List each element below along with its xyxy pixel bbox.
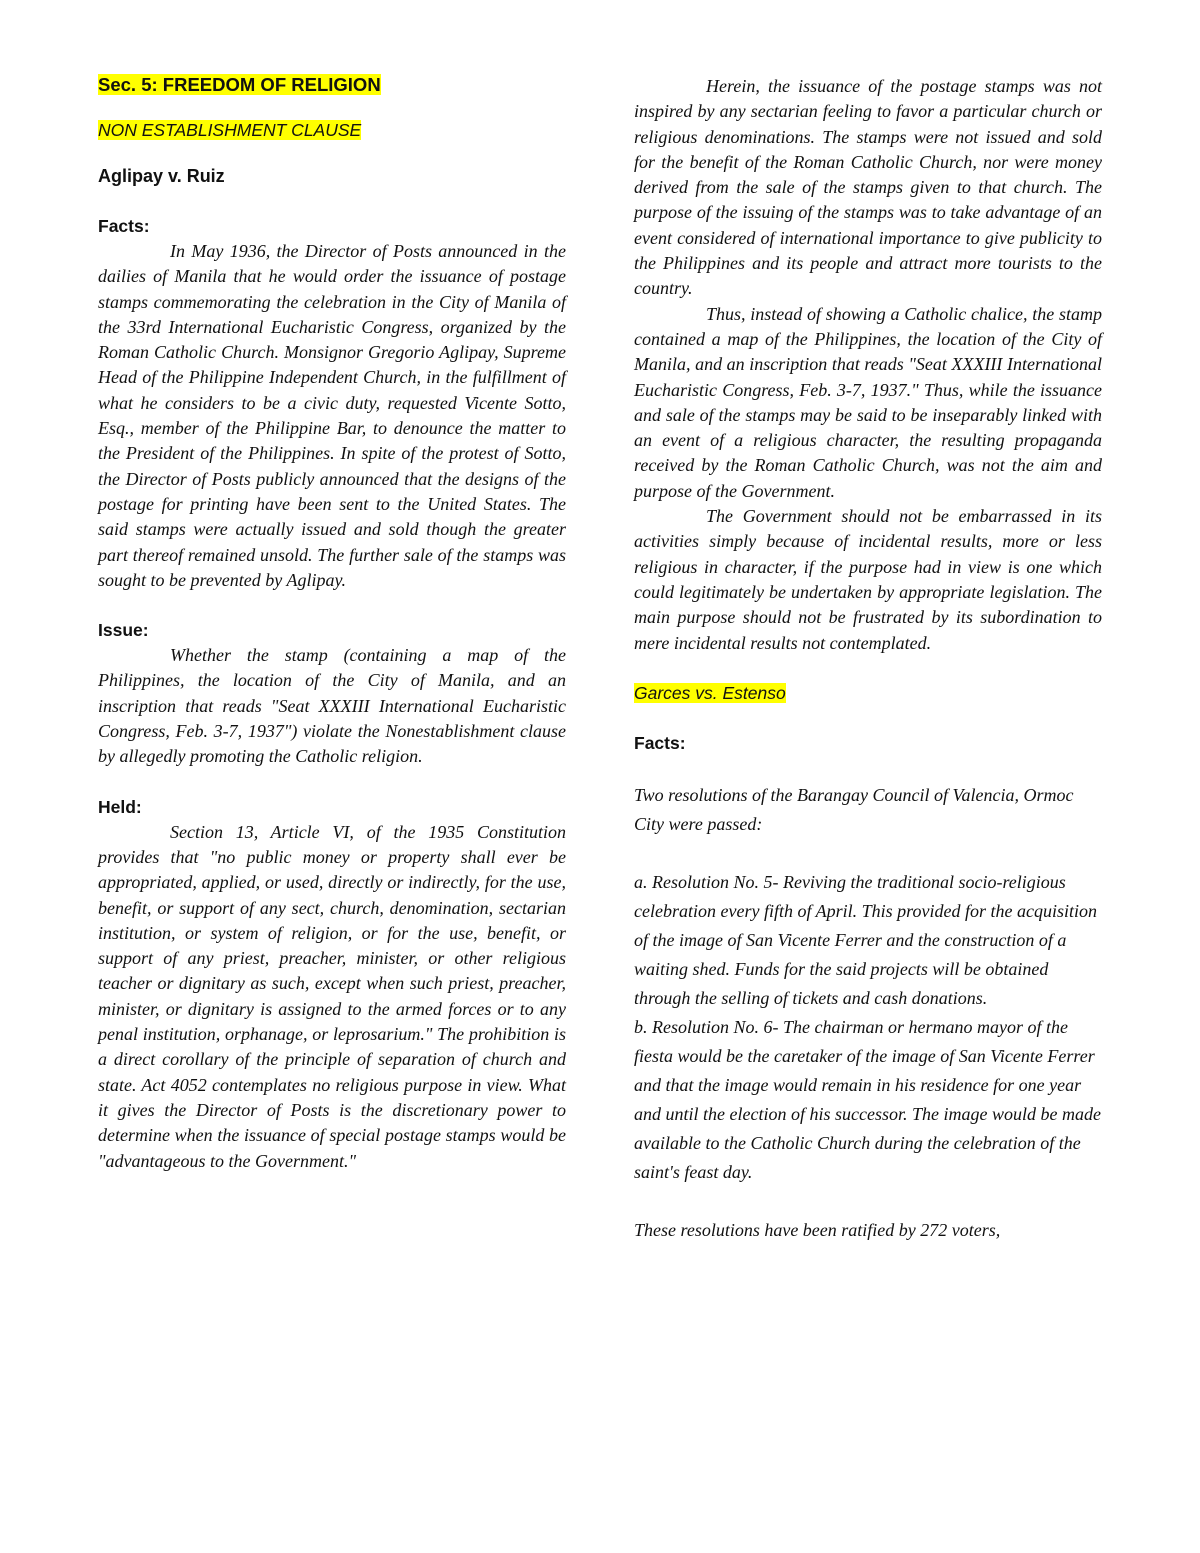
facts-heading: Facts: xyxy=(98,216,150,236)
resolution-b: b. Resolution No. 6- The chairman or hermano mayor of the fiesta would be the caretaker of the image of San Vicente Ferrer and that the image would remain in his residence for one year and until the election of his successor. The image would be made available to the Catholic Church during the celebration of the saint's feast day. xyxy=(634,1016,1101,1182)
section-title xyxy=(98,70,566,100)
case-title-garces-highlight: Garces vs. Estenso xyxy=(634,682,786,703)
section-title-highlight: Sec. 5: FREEDOM OF RELIGION xyxy=(98,74,381,95)
resolutions-intro: Two resolutions of the Barangay Council of Valencia, Ormoc City were passed: xyxy=(634,784,1074,834)
subsection-title-highlight: NON ESTABLISHMENT CLAUSE xyxy=(98,120,362,140)
issue-paragraph: Whether the stamp (containing a map of the Philippines, the location of the City of Manila, and an inscription that reads "Seat XXXIII International Eucharistic Congress, Feb. 3-7, 1937") violate the Nonestablishment clause by allegedly promoting the Catholic religion. xyxy=(98,645,566,767)
spacer xyxy=(98,593,566,618)
spacer xyxy=(634,1187,1102,1216)
held-paragraph: Section 13, Article VI, of the 1935 Constitution provides that "no public money or property shall ever be appropriated, applied, or used, directly or indirectly, for the use, benefit, or support of any sect, church, denomination, sectarian institution, or system of religion, or for the use, benefit, or support of any priest, preacher, minister, or other religious teacher or dignitary as such, except when such priest, preacher, minister, or dignitary is assigned to the armed forces or to any penal institution, orphanage, or leprosarium." The prohibition is a direct corollary of the principle of separation of church and state. Act 4052 contemplates no religious purpose in view. What it gives the Director of Posts is the discretionary power to determine when the issuance of special postage stamps would be "advantageous to the Government." xyxy=(98,821,566,1171)
ratified-text: These resolutions have been ratified by 272 voters, xyxy=(634,1219,1001,1240)
spacer xyxy=(634,839,1102,868)
facts-paragraph: In May 1936, the Director of Posts announced in the dailies of Manila that he would order the issuance of postage stamps commemorating the celebration in the City of Manila of the 33rd International Eucharistic Congress, organized by the Roman Catholic Church. Monsignor Gregorio Aglipay, Supreme Head of the Philippine Independent Church, in the fulfillment of what he considers to be a civic duty, requested Vicente Sotto, Esq., member of the Philippine Bar, to denounce the matter to the President of the Philippines. In spite of the protest of Sotto, the Director of Posts publicly announced that the designs of the postage for printing have been sent to the United States. The said stamps were actually issued and sold though the greater part thereof remained unsold. The further sale of the stamps was sought to be prevented by Aglipay. xyxy=(98,241,566,590)
thus-paragraph: Thus, instead of showing a Catholic chalice, the stamp contained a map of the Philippines, the location of the City of Manila, and an inscription that reads "Seat XXXIII International Eucharistic Congress, Feb. 3-7, 1937." Thus, while the issuance and sale of the stamps may be said to be inseparably linked with an event of a religious character, the resulting propaganda received by the Roman Catholic Church, was not the aim and purpose of the Government. xyxy=(634,303,1102,501)
resolution-a: a. Resolution No. 5- Reviving the traditional socio-religious celebration every fifth of April. This provided for the acquisition of the image of San Vicente Ferrer and the construction of a waiting shed. Funds for the said projects will be obtained through the selling of tickets and cash donations. xyxy=(634,871,1097,1008)
right-column xyxy=(634,74,1102,1245)
subsection-title xyxy=(98,117,566,143)
spacer xyxy=(634,756,1102,781)
herein-paragraph: Herein, the issuance of the postage stamps was not inspired by any sectarian feeling to favor a particular church or religious denominations. The stamps were not issued and sold for the benefit of the Roman Catholic Church, nor were money derived from the sale of the stamps given to that church. The purpose of the issuing of the stamps was to take advantage of an event considered of international importance to give publicity to the Philippines and its people and attract more tourists to the country. xyxy=(634,76,1102,299)
spacer xyxy=(634,706,1102,731)
held-heading: Held: xyxy=(98,796,142,817)
spacer xyxy=(98,189,566,214)
spacer xyxy=(634,656,1102,681)
facts-heading-2: Facts: xyxy=(634,732,686,753)
issue-heading: Issue: xyxy=(98,620,149,641)
spacer xyxy=(98,770,566,795)
case-title-aglipay: Aglipay v. Ruiz xyxy=(98,166,225,186)
case-title-garces xyxy=(634,681,1102,706)
left-column xyxy=(98,70,566,1174)
government-paragraph: The Government should not be embarrassed in its activities simply because of incidental results, more or less religious in character, if the purpose had in view is one which could legitimately be undertaken by appropriate legislation. The main purpose should not be frustrated by its subordination to mere incidental results not contemplated. xyxy=(634,506,1102,653)
